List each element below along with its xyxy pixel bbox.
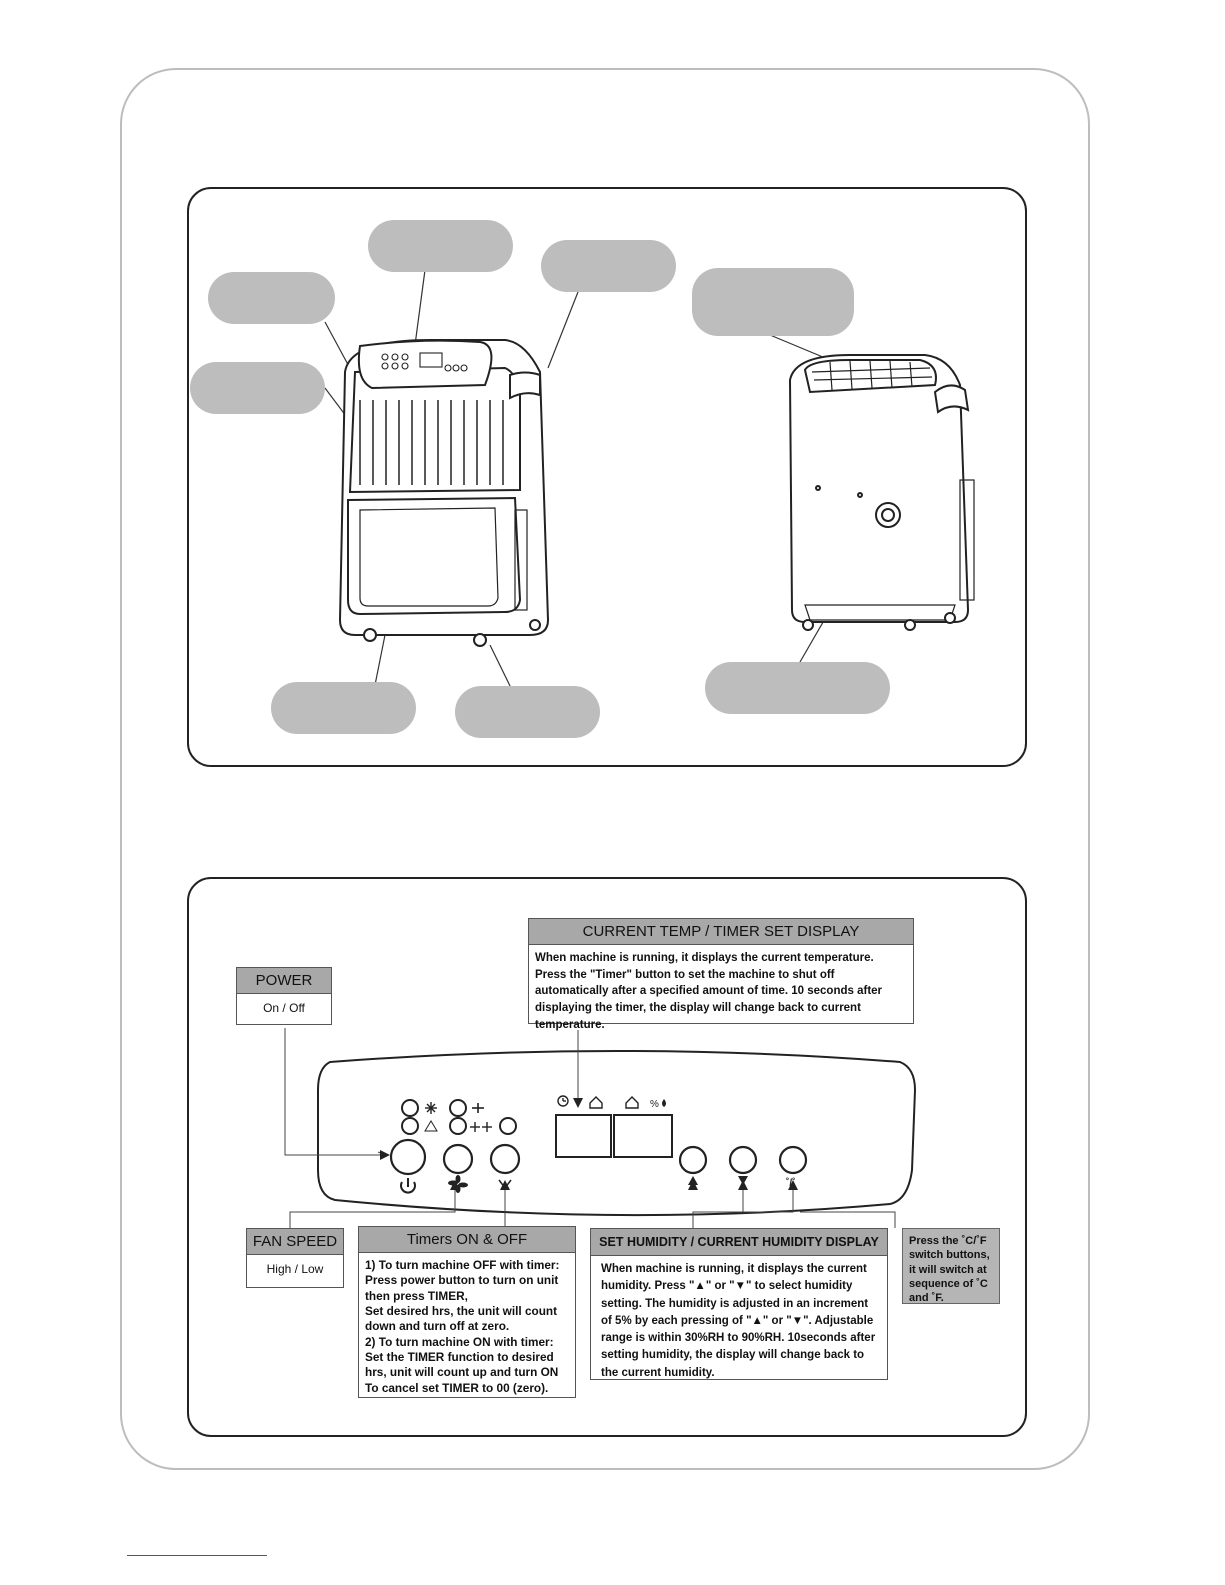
humidity-icon: % (650, 1099, 659, 1110)
timer-line: Set desired hrs, the unit will count (365, 1303, 558, 1318)
timer-line: Set the TIMER function to desired (365, 1349, 554, 1364)
display-windows (556, 1115, 672, 1157)
timer-line: down and turn off at zero. (365, 1319, 510, 1334)
timer-line: hrs, unit will count up and turn ON (365, 1365, 559, 1380)
timer-line: 2) To turn machine ON with timer: (365, 1334, 554, 1349)
display-heading: CURRENT TEMP / TIMER SET DISPLAY (529, 919, 913, 945)
timer-label-box (358, 1226, 576, 1398)
humidity-text: When machine is running, it displays the current humidity. Press "▲" or "▼" to select humidity setting. The humidity is adjusted in an increment of 5% by each pressing of "▲" or "▼". Adjustable range is within 30%RH to 90%RH. 10seconds after setting humidity, the display will change back to the current humidity. (601, 1263, 876, 1379)
fan-speed-button (444, 1145, 472, 1173)
footer-link-underline (127, 1555, 267, 1556)
humidity-up-button (680, 1147, 706, 1173)
timer-heading: Timers ON & OFF (359, 1227, 575, 1253)
power-heading: POWER (237, 968, 331, 994)
timer-text (359, 1253, 575, 1401)
celsius-fahrenheit-note: Press the ˚C/˚F switch buttons, it will switch at sequence of ˚C and ˚F. (902, 1228, 1000, 1304)
fan-speed-label-box (246, 1228, 344, 1288)
display-text: When machine is running, it displays the current temperature. Press the "Timer" button to set the machine to shut off automatically after a specified amount of time. 10 seconds after displaying the timer, the display will change back to current temperature. (535, 952, 883, 1031)
celsius-fahrenheit-icon: ˚/˚ (786, 1178, 796, 1189)
power-text: On / Off (263, 1001, 305, 1015)
celsius-fahrenheit-button (780, 1147, 806, 1173)
power-label-box (236, 967, 332, 1025)
display-label-box (528, 918, 914, 1031)
timer-line: Press power button to turn on unit (365, 1273, 559, 1288)
humidity-label-box (590, 1228, 888, 1380)
fan-speed-text: High / Low (266, 1262, 324, 1276)
humidity-heading: SET HUMIDITY / CURRENT HUMIDITY DISPLAY (591, 1229, 887, 1256)
timer-line: 1) To turn machine OFF with timer: (365, 1258, 560, 1272)
humidity-down-button (730, 1147, 756, 1173)
timer-line: then press TIMER, (365, 1288, 468, 1303)
timer-line: To cancel set TIMER to 00 (zero). (365, 1380, 549, 1395)
power-button (391, 1140, 425, 1174)
timer-button (491, 1145, 519, 1173)
fan-speed-heading: FAN SPEED (247, 1229, 343, 1255)
